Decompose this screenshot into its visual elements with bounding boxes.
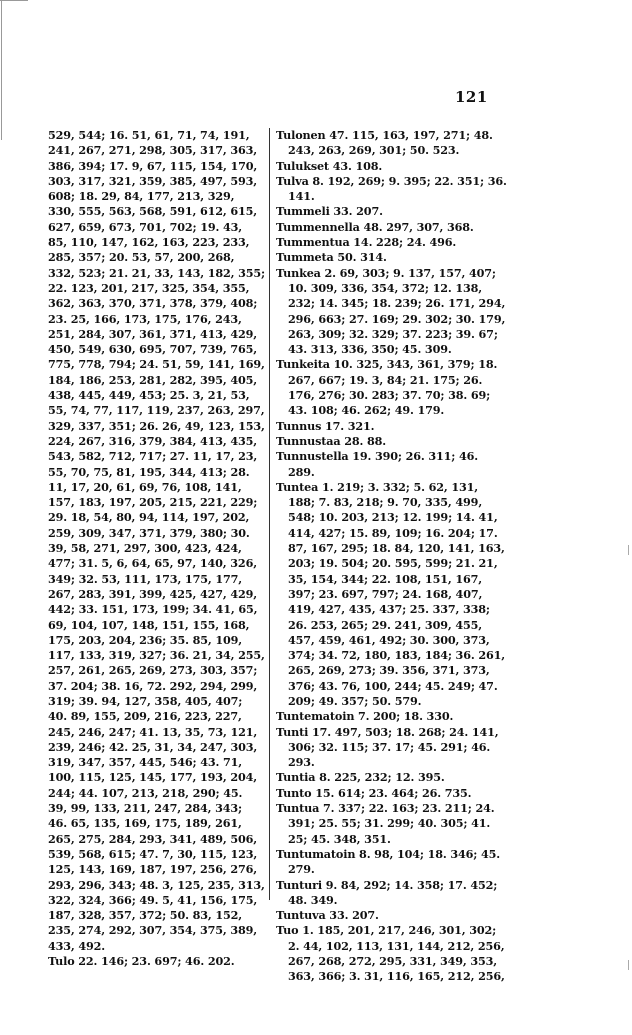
index-line: 608; 18. 29, 84, 177, 213, 329, bbox=[48, 189, 235, 204]
index-line: 362, 363, 370, 371, 378, 379, 408; bbox=[48, 296, 258, 311]
index-line: 627, 659, 673, 701, 702; 19. 43, bbox=[48, 219, 242, 234]
index-line: 100, 115, 125, 145, 177, 193, 204, bbox=[48, 770, 258, 785]
index-entry: Tuntematoin 7. 200; 18. 330. bbox=[276, 709, 454, 724]
index-line: 257, 261, 265, 269, 273, 303, 357; bbox=[48, 663, 258, 678]
index-entry: Tummentua 14. 228; 24. 496. bbox=[276, 235, 457, 250]
index-line: 125, 143, 169, 187, 197, 256, 276, bbox=[48, 862, 258, 877]
index-line: 543, 582, 712, 717; 27. 11, 17, 23, bbox=[48, 449, 258, 464]
index-entry: Tummeli 33. 207. bbox=[276, 204, 383, 219]
page-edge-speck bbox=[628, 545, 629, 555]
index-entry: Tuntia 8. 225, 232; 12. 395. bbox=[276, 770, 445, 785]
index-entry: Tuo 1. 185, 201, 217, 246, 301, 302; 2. 44, 102, 113, 131, 144, 212, 256, 267, 268, 272, 295, 331, 349, 353, 363, 366; 3. 31, 116, 165, 212, 256, bbox=[276, 923, 505, 984]
index-entry: Tuntumatoin 8. 98, 104; 18. 346; 45. 279. bbox=[276, 846, 500, 877]
index-line: 477; 31. 5, 6, 64, 65, 97, 140, 326, bbox=[48, 556, 257, 571]
index-line: 117, 133, 319, 327; 36. 21, 34, 255, bbox=[48, 648, 265, 663]
column-divider bbox=[269, 128, 270, 900]
index-line: 40. 89, 155, 209, 216, 223, 227, bbox=[48, 709, 242, 724]
index-line: 775, 778, 794; 24. 51, 59, 141, 169, bbox=[48, 357, 265, 372]
index-entry: Tunkeita 10. 325, 343, 361, 379; 18. 267, 667; 19. 3, 84; 21. 175; 26. 176, 276; 30. 283; 37. 70; 38. 69; 43. 108; 46. 262; 49. 179. bbox=[276, 357, 498, 418]
index-line: 69, 104, 107, 148, 151, 155, 168, bbox=[48, 617, 250, 632]
index-line: 241, 267, 271, 298, 305, 317, 363, bbox=[48, 143, 258, 158]
index-line: 285, 357; 20. 53, 57, 200, 268, bbox=[48, 250, 235, 265]
index-line: 433, 492. bbox=[48, 938, 106, 953]
index-line: 293, 296, 343; 48. 3, 125, 235, 313, bbox=[48, 877, 265, 892]
index-line: 330, 555, 563, 568, 591, 612, 615, bbox=[48, 204, 258, 219]
page-edge-mark bbox=[1, 0, 2, 140]
index-line: 267, 283, 391, 399, 425, 427, 429, bbox=[48, 586, 258, 601]
index-line: 55, 74, 77, 117, 119, 237, 263, 297, bbox=[48, 403, 265, 418]
index-line: 39, 99, 133, 211, 247, 284, 343; bbox=[48, 801, 242, 816]
index-line: 265, 275, 284, 293, 341, 489, 506, bbox=[48, 831, 258, 846]
index-entry: Tunti 17. 497, 503; 18. 268; 24. 141, 306; 32. 115; 37. 17; 45. 291; 46. 293. bbox=[276, 724, 499, 770]
index-line: 239, 246; 42. 25, 31, 34, 247, 303, bbox=[48, 739, 258, 754]
index-entry: Tuntuva 33. 207. bbox=[276, 908, 379, 923]
index-line: 539, 568, 615; 47. 7, 30, 115, 123, bbox=[48, 846, 258, 861]
right-column bbox=[276, 128, 508, 985]
index-line: 55, 70, 75, 81, 195, 344, 413; 28. bbox=[48, 464, 250, 479]
index-entry: Tulukset 43. 108. bbox=[276, 158, 383, 173]
page-edge-mark-top bbox=[0, 0, 28, 1]
index-line: 259, 309, 347, 371, 379, 380; 30. bbox=[48, 525, 250, 540]
index-entry: Tuntua 7. 337; 22. 163; 23. 211; 24. 391; 25. 55; 31. 299; 40. 305; 41. 25; 45. 348, 351. bbox=[276, 801, 495, 846]
index-entry: Tunnustella 19. 390; 26. 311; 46. 289. bbox=[276, 449, 479, 479]
index-line: 438, 445, 449, 453; 25. 3, 21, 53, bbox=[48, 388, 250, 403]
page-number: 121 bbox=[455, 88, 488, 106]
index-line: 175, 203, 204, 236; 35. 85, 109, bbox=[48, 632, 242, 647]
index-line: 442; 33. 151, 173, 199; 34. 41, 65, bbox=[48, 602, 258, 617]
index-line: 11, 17, 20, 61, 69, 76, 108, 141, bbox=[48, 479, 242, 494]
index-line: 245, 246, 247; 41. 13, 35, 73, 121, bbox=[48, 724, 258, 739]
index-entry: Tummeta 50. 314. bbox=[276, 250, 387, 265]
index-line: 332, 523; 21. 21, 33, 143, 182, 355; bbox=[48, 265, 265, 280]
index-line: 39, 58, 271, 297, 300, 423, 424, bbox=[48, 541, 242, 556]
index-line: 244; 44. 107, 213, 218, 290; 45. bbox=[48, 785, 243, 800]
index-line: 23. 25, 166, 173, 175, 176, 243, bbox=[48, 311, 242, 326]
index-entry: Tuntea 1. 219; 3. 332; 5. 62, 131, 188; 7. 83, 218; 9. 70, 335, 499, 548; 10. 203, 213; 12. 199; 14. 41, 414, 427; 15. 89, 109; 16. 204; 17. 87, 167, 295; 18. 84, 120, 141, 163, 203; 19. 504; 20. 595, 599; 21. 21, 35, 154, 344; 22. 108, 151, 167, 397; 23. 697, 797; 24. 168, 407, 419, 427, 435, 437; 25. 337, 338; 26. 253, 265; 29. 241, 309, 455, 457, 459, 461, 492; 30. 300, 373, 374; 34. 72, 180, 183, 184; 36. 261, 265, 269, 273; 39. 356, 371, 373, 376; 43. 76, 100, 244; 45. 249; 47. 209; 49. 357; 50. 579. bbox=[276, 479, 505, 708]
index-line: 329, 337, 351; 26. 26, 49, 123, 153, bbox=[48, 418, 265, 433]
index-entry: Tulonen 47. 115, 163, 197, 271; 48. 243, 263, 269, 301; 50. 523. bbox=[276, 128, 493, 158]
index-line: 85, 110, 147, 162, 163, 223, 233, bbox=[48, 235, 250, 250]
index-line: Tulo 22. 146; 23. 697; 46. 202. bbox=[48, 954, 235, 969]
index-line: 46. 65, 135, 169, 175, 189, 261, bbox=[48, 816, 242, 831]
index-line: 37. 204; 38. 16, 72. 292, 294, 299, bbox=[48, 678, 258, 693]
index-line: 157, 183, 197, 205, 215, 221, 229; bbox=[48, 495, 258, 510]
index-line: 319; 39. 94, 127, 358, 405, 407; bbox=[48, 693, 243, 708]
index-line: 386, 394; 17. 9, 67, 115, 154, 170, bbox=[48, 158, 258, 173]
index-line: 235, 274, 292, 307, 354, 375, 389, bbox=[48, 923, 258, 938]
index-entry: Tunto 15. 614; 23. 464; 26. 735. bbox=[276, 785, 472, 800]
index-line: 322, 324, 366; 49. 5, 41, 156, 175, bbox=[48, 892, 258, 907]
index-line: 184, 186, 253, 281, 282, 395, 405, bbox=[48, 372, 258, 387]
index-line: 224, 267, 316, 379, 384, 413, 435, bbox=[48, 433, 258, 448]
left-column bbox=[48, 128, 265, 969]
index-entry: Tunkea 2. 69, 303; 9. 137, 157, 407; 10. 309, 336, 354, 372; 12. 138, 232; 14. 345; 18. 239; 26. 171, 294, 296, 663; 27. 169; 29. 302; 30. 179, 263, 309; 32. 329; 37. 223; 39. 67; 43. 313, 336, 350; 45. 309. bbox=[276, 265, 506, 357]
index-entry: Tunnustaa 28. 88. bbox=[276, 433, 386, 448]
index-line: 319, 347, 357, 445, 546; 43. 71, bbox=[48, 755, 242, 770]
index-line: 303, 317, 321, 359, 385, 497, 593, bbox=[48, 173, 258, 188]
index-line: 450, 549, 630, 695, 707, 739, 765, bbox=[48, 342, 258, 357]
index-line: 349; 32. 53, 111, 173, 175, 177, bbox=[48, 571, 242, 586]
index-line: 187, 328, 357, 372; 50. 83, 152, bbox=[48, 908, 242, 923]
index-line: 251, 284, 307, 361, 371, 413, 429, bbox=[48, 326, 258, 341]
index-line: 29. 18, 54, 80, 94, 114, 197, 202, bbox=[48, 510, 250, 525]
index-entry: Tulva 8. 192, 269; 9. 395; 22. 351; 36. 141. bbox=[276, 173, 507, 204]
index-line: 22. 123, 201, 217, 325, 354, 355, bbox=[48, 280, 250, 295]
index-entry: Tunturi 9. 84, 292; 14. 358; 17. 452; 48. 349. bbox=[276, 877, 498, 907]
index-entry: Tunnus 17. 321. bbox=[276, 418, 375, 433]
index-line: 529, 544; 16. 51, 61, 71, 74, 191, bbox=[48, 128, 250, 142]
page-edge-speck bbox=[628, 960, 629, 970]
index-entry: Tummennella 48. 297, 307, 368. bbox=[276, 219, 474, 234]
